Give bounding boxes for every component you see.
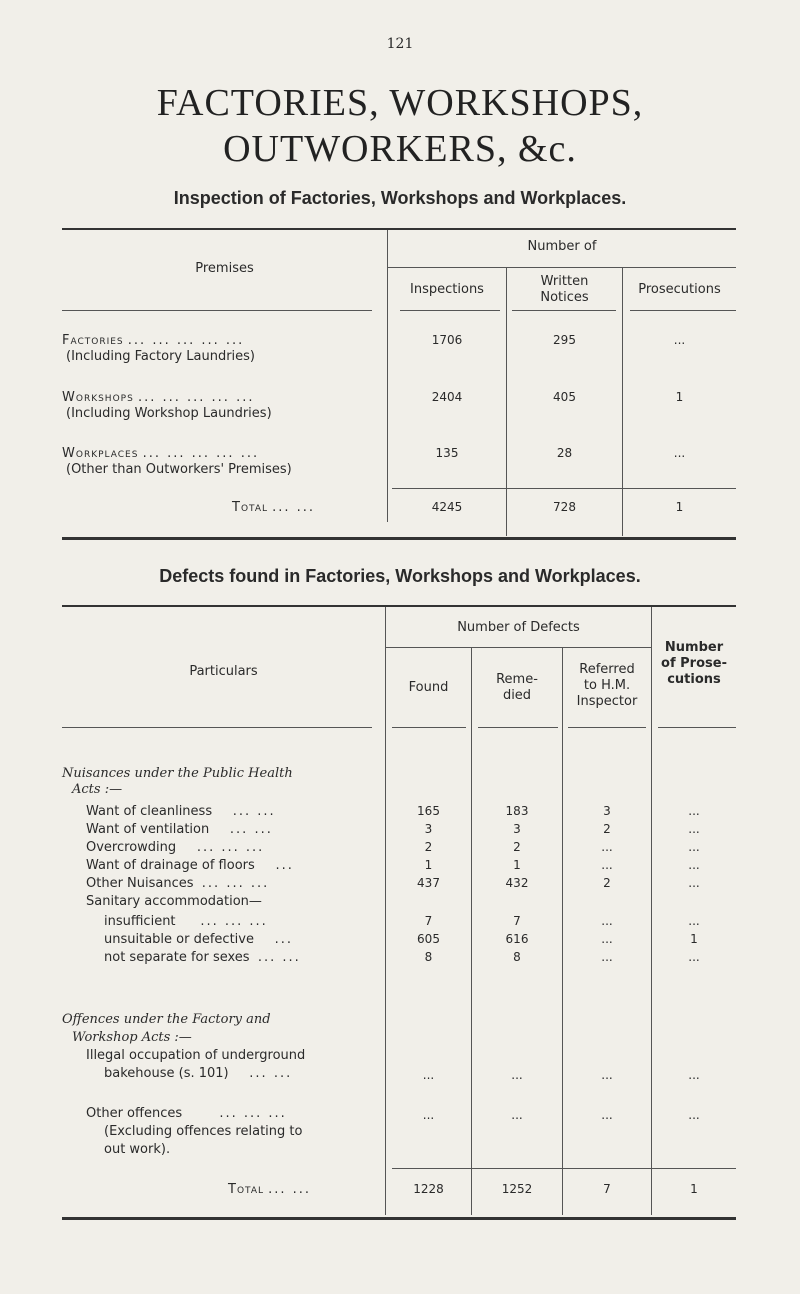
premises-note: (Including Workshop Laundries) — [66, 406, 272, 421]
remedied-cell: 8 — [513, 950, 521, 964]
table2-bottom-rule — [62, 1217, 736, 1220]
premises-name: Factories — [62, 333, 124, 348]
found-cell: 605 — [417, 932, 440, 946]
inspections-cell: 1706 — [431, 333, 463, 347]
prosecutions-header: Prosecutions — [638, 282, 721, 297]
table1-total-rule — [392, 488, 736, 489]
found-cell: ... — [422, 1068, 435, 1082]
referred-header: Referred to H.M. Inspector — [576, 662, 638, 709]
title-line-2: OUTWORKERS, &c. — [223, 128, 577, 170]
prosecutions-cell: ... — [688, 876, 700, 890]
prosecutions-cell: 1 — [675, 390, 684, 404]
prosecutions-cell: ... — [673, 333, 686, 347]
table2-subtitle: Defects found in Factories, Workshops and Workplaces. — [159, 566, 641, 586]
leader-dots: ... ... — [272, 500, 316, 515]
prosecutions-cell: ... — [688, 1108, 700, 1122]
referred-cell: ... — [601, 1068, 613, 1082]
leader-dots: ... ... ... ... ... — [137, 390, 255, 405]
number-of-prosecutions-header: Number of Prose- cutions — [661, 640, 727, 687]
found-cell: 3 — [424, 822, 433, 836]
table-row: Other offences ... ... ... — [86, 1106, 287, 1121]
prosecutions-cell: ... — [688, 858, 700, 872]
table-row: Want of cleanliness ... ... — [86, 804, 276, 819]
table-row: Other Nuisances ... ... ... — [86, 876, 270, 891]
written-notices-header: Written Notices — [540, 274, 589, 305]
prosecutions-cell: ... — [688, 914, 700, 928]
table-row: Overcrowding ... ... ... — [86, 840, 265, 855]
table2-found-rule — [392, 727, 466, 728]
leader-dots: ... ... ... ... ... — [127, 333, 245, 348]
total-label: Total — [232, 500, 268, 515]
found-cell: 8 — [424, 950, 433, 964]
premises-header: Premises — [195, 261, 254, 276]
table2-top-rule — [62, 605, 736, 607]
prosecutions-cell: ... — [688, 804, 700, 818]
notices-cell: 405 — [553, 390, 576, 404]
remedied-cell: ... — [511, 1068, 523, 1082]
other-offences-note-2: out work). — [104, 1142, 171, 1157]
table-row: insufficient ... ... ... — [104, 914, 268, 929]
notices-cell: 28 — [556, 446, 573, 460]
table-row — [62, 446, 259, 461]
referred-cell: ... — [601, 950, 613, 964]
table2-number-of-defects-rule — [386, 647, 651, 648]
other-offences-note: (Excluding offences relating to — [104, 1124, 303, 1139]
number-of-header: Number of — [527, 239, 597, 254]
section-heading-public-health: Nuisances under the Public Health — [62, 766, 293, 781]
found-cell: 437 — [417, 876, 440, 890]
found-cell: 165 — [417, 804, 440, 818]
section-heading-factory-acts: Offences under the Factory and — [62, 1012, 271, 1027]
remedied-header: Reme- died — [496, 672, 538, 703]
section-heading-public-health-2: Acts :— — [72, 782, 123, 797]
table1-premises-rule — [62, 310, 372, 311]
referred-cell: 2 — [603, 822, 611, 836]
table2-remedied-rule — [478, 727, 558, 728]
table1-prosecutions-rule — [630, 310, 736, 311]
illegal-occupation-label: Illegal occupation of underground — [86, 1048, 306, 1063]
remedied-cell: 1 — [513, 858, 521, 872]
referred-cell: 3 — [603, 804, 611, 818]
table1-divider-premises — [387, 230, 388, 522]
inspections-header: Inspections — [410, 282, 484, 297]
table1-top-rule — [62, 228, 736, 230]
table-row — [62, 390, 254, 405]
table2-divider-referred — [651, 607, 652, 1215]
prosecutions-cell: ... — [688, 822, 700, 836]
found-cell: 1 — [424, 858, 433, 872]
leader-dots: ... ... — [268, 1182, 312, 1197]
remedied-cell: 432 — [505, 876, 529, 890]
found-cell: ... — [422, 1108, 435, 1122]
remedied-cell: ... — [511, 1108, 523, 1122]
prosecutions-cell: ... — [688, 1068, 700, 1082]
total-prosecutions: 1 — [690, 1182, 698, 1196]
sanitary-accommodation-label: Sanitary accommodation— — [86, 894, 262, 909]
notices-cell: 295 — [553, 333, 576, 347]
referred-cell: ... — [601, 858, 613, 872]
total-inspections: 4245 — [431, 500, 463, 514]
table-row: unsuitable or defective ... — [104, 932, 294, 947]
total-prosecutions: 1 — [675, 500, 684, 514]
table1-inspections-rule — [400, 310, 500, 311]
table2-referred-rule — [568, 727, 646, 728]
total-remedied: 1252 — [501, 1182, 533, 1196]
prosecutions-cell: ... — [673, 446, 686, 460]
found-cell: 2 — [424, 840, 433, 854]
inspections-cell: 2404 — [431, 390, 463, 404]
premises-note: (Including Factory Laundries) — [66, 349, 255, 364]
table1-subtitle: Inspection of Factories, Workshops and Workplaces. — [173, 188, 627, 208]
total-row — [232, 500, 315, 515]
leader-dots: ... ... ... ... ... — [142, 446, 260, 461]
remedied-cell: 2 — [513, 840, 521, 854]
table-row: bakehouse (s. 101) ... ... — [104, 1066, 293, 1081]
inspections-cell: 135 — [435, 446, 459, 460]
title-line-1: FACTORIES, WORKSHOPS, — [156, 82, 644, 124]
page-number: 121 — [386, 36, 414, 52]
table-row: Want of ventilation ... ... — [86, 822, 273, 837]
total-found: 1228 — [413, 1182, 444, 1196]
found-header: Found — [408, 680, 449, 695]
referred-cell: ... — [601, 932, 613, 946]
total-row — [228, 1182, 311, 1197]
table1-bottom-rule — [62, 537, 736, 540]
page-title — [0, 80, 800, 172]
table2-particulars-rule — [62, 727, 372, 728]
total-notices: 728 — [553, 500, 576, 514]
particulars-header: Particulars — [189, 664, 258, 679]
table2-total-rule — [392, 1168, 736, 1169]
table1-number-of-rule — [388, 267, 736, 268]
table2-prosecutions-rule — [658, 727, 736, 728]
referred-cell: ... — [601, 1108, 613, 1122]
table-row: Want of drainage of floors ... — [86, 858, 294, 873]
found-cell: 7 — [424, 914, 433, 928]
prosecutions-cell: ... — [688, 950, 700, 964]
remedied-cell: 3 — [513, 822, 521, 836]
number-of-defects-header: Number of Defects — [457, 620, 580, 635]
referred-cell: ... — [601, 840, 613, 854]
premises-note: (Other than Outworkers' Premises) — [66, 462, 292, 477]
total-referred: 7 — [603, 1182, 611, 1196]
table1-notices-rule — [512, 310, 616, 311]
referred-cell: ... — [601, 914, 613, 928]
remedied-cell: 183 — [505, 804, 529, 818]
prosecutions-cell: 1 — [690, 932, 698, 946]
table2-divider-particulars — [385, 607, 386, 1215]
referred-cell: 2 — [603, 876, 611, 890]
premises-name: Workshops — [62, 390, 134, 405]
table-row — [62, 333, 244, 348]
prosecutions-cell: ... — [688, 840, 700, 854]
total-label: Total — [228, 1182, 264, 1197]
section-heading-factory-acts-2: Workshop Acts :— — [72, 1030, 192, 1045]
table-row: not separate for sexes ... ... — [104, 950, 301, 965]
premises-name: Workplaces — [62, 446, 139, 461]
remedied-cell: 7 — [513, 914, 521, 928]
remedied-cell: 616 — [505, 932, 529, 946]
